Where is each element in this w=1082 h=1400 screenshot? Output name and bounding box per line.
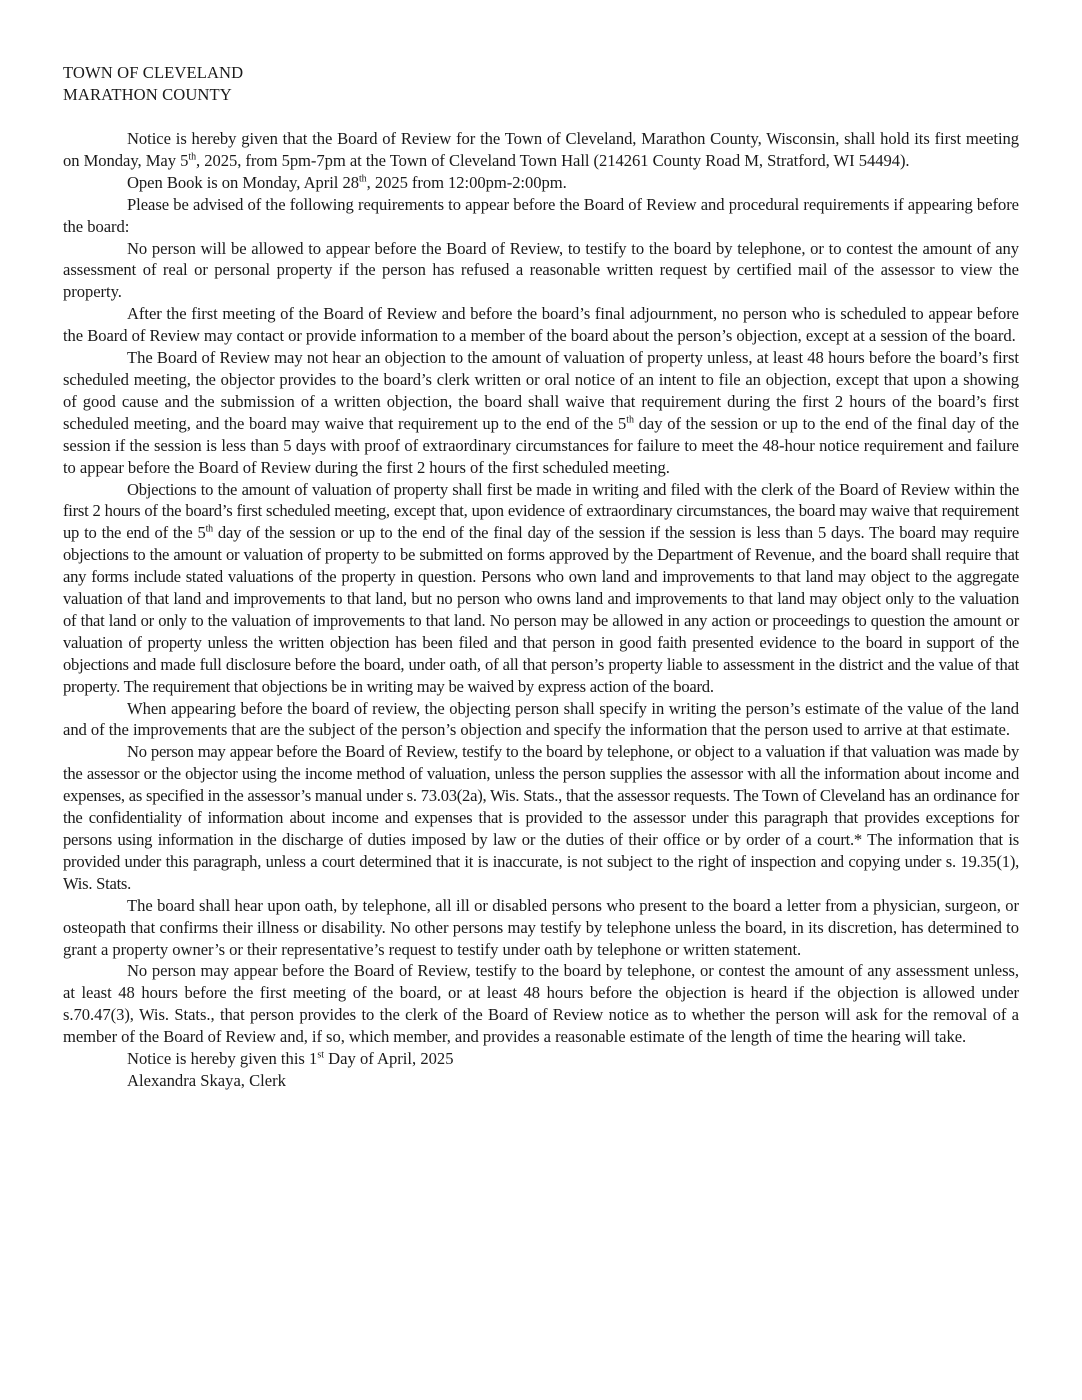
- meeting-notice-paragraph: Notice is hereby given that the Board of Review for the Town of Cleveland, Marathon County, Wisconsin, shall hold its first meeting on Monday, May 5th, 2025, from 5pm-7pm at the Town of Cleveland Town Hall (214261 County Road M, Stratford, WI 54494).: [63, 129, 1019, 170]
- notice-date-line: Notice is hereby given this 1st Day of April, 2025: [127, 1049, 454, 1069]
- estimate-requirement-paragraph: When appearing before the board of review, the objecting person shall specify in writing the person’s estimate of the value of the land and of the improvements that are the subject of the person’s objection and specify the information that the person used to arrive at that estimate.: [63, 698, 1019, 740]
- contact-restriction-paragraph: After the first meeting of the Board of Review and before the board’s final adjournment, no person who is scheduled to appear before the Board of Review may contact or provide information to a member of the board about the person’s objection, except at a session of the board.: [63, 304, 1019, 346]
- open-book-paragraph: Open Book is on Monday, April 28th, 2025 from 12:00pm-2:00pm.: [127, 172, 567, 192]
- document-header: [63, 62, 1019, 106]
- removal-request-paragraph: No person may appear before the Board of Review, testify to the board by telephone, or contest the amount of any assessment unless, at least 48 hours before the first meeting of the board, or at least 48 hours before the objection is heard if the objection is allowed under s.70.47(3), Wis. Stats., that person provides to the clerk of the Board of Review notice as to whether the person will ask for the removal of a member of the Board of Review and, if so, which member, and provides a reasonable estimate of the length of time the hearing will take.: [63, 961, 1019, 1047]
- objection-notice-paragraph: The Board of Review may not hear an objection to the amount of valuation of property unless, at least 48 hours before the board’s first scheduled meeting, the objector provides to the board’s clerk written or oral notice of an intent to file an objection, except that upon a showing of good cause and the submission of a written objection, the board shall waive that requirement during the first 2 hours of the board’s first scheduled meeting, and the board may waive that requirement up to the end of the 5th day of the session or up to the end of the final day of the session if the session is less than 5 days with proof of extraordinary circumstances for failure to meet the 48-hour notice requirement and failure to appear before the Board of Review during the first 2 hours of the first scheduled meeting.: [63, 348, 1019, 477]
- telephone-testimony-paragraph: The board shall hear upon oath, by telephone, all ill or disabled persons who present to the board a letter from a physician, surgeon, or osteopath that confirms their illness or disability. No other persons may testify by telephone unless the board, in its discretion, has determined to grant a property owner’s or their representative’s request to testify under oath by telephone or written statement.: [63, 895, 1019, 959]
- income-method-paragraph: No person may appear before the Board of Review, testify to the board by telephone, or object to a valuation if that valuation was made by the assessor or the objector using the income method of valuation, unless the person supplies the assessor with all the information about income and expenses, as specified in the assessor’s manual under s. 73.03(2a), Wis. Stats., that the assessor requests. The Town of Cleveland has an ordinance for the confidentiality of information about income and expenses that is provided to the assessor under this paragraph that provides exceptions for persons using information in the discharge of duties imposed by law or the duties of their office or by order of a court.* The information that is provided under this paragraph, unless a court determined that it is inaccurate, is not subject to the right of inspection and copying under s. 19.35(1), Wis. Stats.: [63, 742, 1019, 893]
- town-name: TOWN OF CLEVELAND: [63, 63, 244, 82]
- requirements-intro-paragraph: Please be advised of the following requirements to appear before the Board of Review and procedural requirements if appearing before the board:: [63, 194, 1019, 236]
- clerk-signature: Alexandra Skaya, Clerk: [127, 1070, 286, 1090]
- assessor-access-paragraph: No person will be allowed to appear before the Board of Review, to testify to the board by telephone, or to contest the amount of any assessment of real or personal property if the person has refused a reasonable written request by certified mail of the assessor to view the property.: [63, 238, 1019, 302]
- written-objections-paragraph: Objections to the amount of valuation of property shall first be made in writing and filed with the clerk of the Board of Review within the first 2 hours of the board’s first scheduled meeting, except that, upon evidence of extraordinary circumstances, the board may waive that requirement up to the end of the 5th day of the session or up to the end of the final day of the session if the session is less than 5 days. The board may require objections to the amount or valuation of property to be submitted on forms approved by the Department of Revenue, and the board shall require that any forms include stated valuations of the property in question. Persons who own land and improvements to that land may object to the aggregate valuation of that land and improvements to that land, but no person who owns land and improvements to that land may object only to the valuation of that land or only to the valuation of improvements to that land. No person may be allowed in any action or proceedings to question the amount or valuation of property unless the written objection has been filed and that person in good faith presented evidence to the board in support of the objections and made full disclosure before the board, under oath, of all that person’s property liable to assessment in the district and the value of that property. The requirement that objections be in writing may be waived by express action of the board.: [63, 479, 1020, 696]
- notice-document: [63, 62, 1019, 1092]
- county-name: MARATHON COUNTY: [63, 85, 232, 104]
